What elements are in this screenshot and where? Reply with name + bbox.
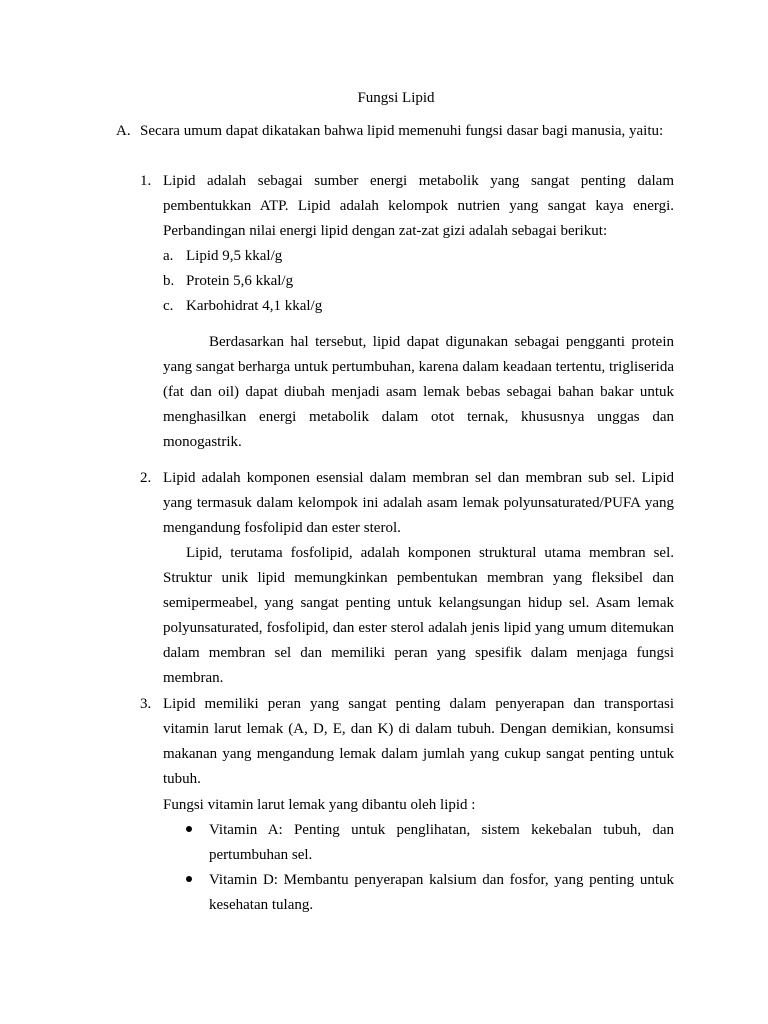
bullet-vitamin-d: Vitamin D: Membantu penyerapan kalsium dan fosfor, yang penting untuk kesehatan tulang.	[209, 872, 674, 913]
section-a-text: Secara umum dapat dikatakan bahwa lipid memenuhi fungsi dasar bagi manusia, yaitu:	[140, 123, 664, 139]
bullet-vitamin-a: Vitamin A: Penting untuk penglihatan, sistem kekebalan tubuh, dan pertumbuhan sel.	[209, 822, 674, 863]
item-3-paragraph: Fungsi vitamin larut lemak yang dibantu oleh lipid :	[163, 797, 476, 813]
item-1-text: Lipid adalah sebagai sumber energi metabolik yang sangat penting dalam pembentukkan ATP. Lipid adalah kelompok nutrien yang sangat kaya energi. Perbandingan nilai energi lipid dengan zat-zat gizi adalah sebagai berikut:	[163, 173, 674, 239]
subitem-a-text: Lipid 9,5 kkal/g	[186, 248, 283, 264]
bullet-icon	[186, 826, 192, 832]
subitem-b-marker: b.	[163, 273, 175, 289]
item-2-marker: 2.	[140, 470, 152, 486]
page-title: Fungsi Lipid	[357, 90, 435, 106]
item-2-paragraph: Lipid, terutama fosfolipid, adalah komponen struktural utama membran sel. Struktur unik lipid memungkinkan pembentukan membran yang fleksibel dan semipermeabel, yang sangat penting untuk kelangsungan hidup sel. Asam lemak polyunsaturated, fosfolipid, dan ester sterol adalah jenis lipid yang umum ditemukan dalam membran sel dan memiliki peran yang spesifik dalam menjaga fungsi membran.	[163, 545, 674, 686]
item-3-marker: 3.	[140, 696, 152, 712]
bullet-icon	[186, 876, 192, 882]
item-1-marker: 1.	[140, 173, 152, 189]
item-3-text: Lipid memiliki peran yang sangat penting dalam penyerapan dan transportasi vitamin larut lemak (A, D, E, dan K) di dalam tubuh. Dengan demikian, konsumsi makanan yang mengandung lemak dalam jumlah yang cukup sangat penting untuk tubuh.	[163, 696, 674, 787]
subitem-c-marker: c.	[163, 298, 174, 314]
subitem-a-marker: a.	[163, 248, 174, 264]
item-2-text: Lipid adalah komponen esensial dalam membran sel dan membran sub sel. Lipid yang termasuk dalam kelompok ini adalah asam lemak polyunsaturated/PUFA yang mengandung fosfolipid dan ester sterol.	[163, 470, 674, 536]
item-1-paragraph: Berdasarkan hal tersebut, lipid dapat digunakan sebagai pengganti protein yang sangat berharga untuk pertumbuhan, karena dalam keadaan tertentu, trigliserida (fat dan oil) dapat diubah menjadi asam lemak bebas sebagai bahan bakar untuk menghasilkan energi metabolik dalam otot ternak, khususnya unggas dan monogastrik.	[163, 334, 674, 450]
subitem-c-text: Karbohidrat 4,1 kkal/g	[186, 298, 323, 314]
subitem-b-text: Protein 5,6 kkal/g	[186, 273, 294, 289]
section-a-marker: A.	[116, 123, 131, 139]
